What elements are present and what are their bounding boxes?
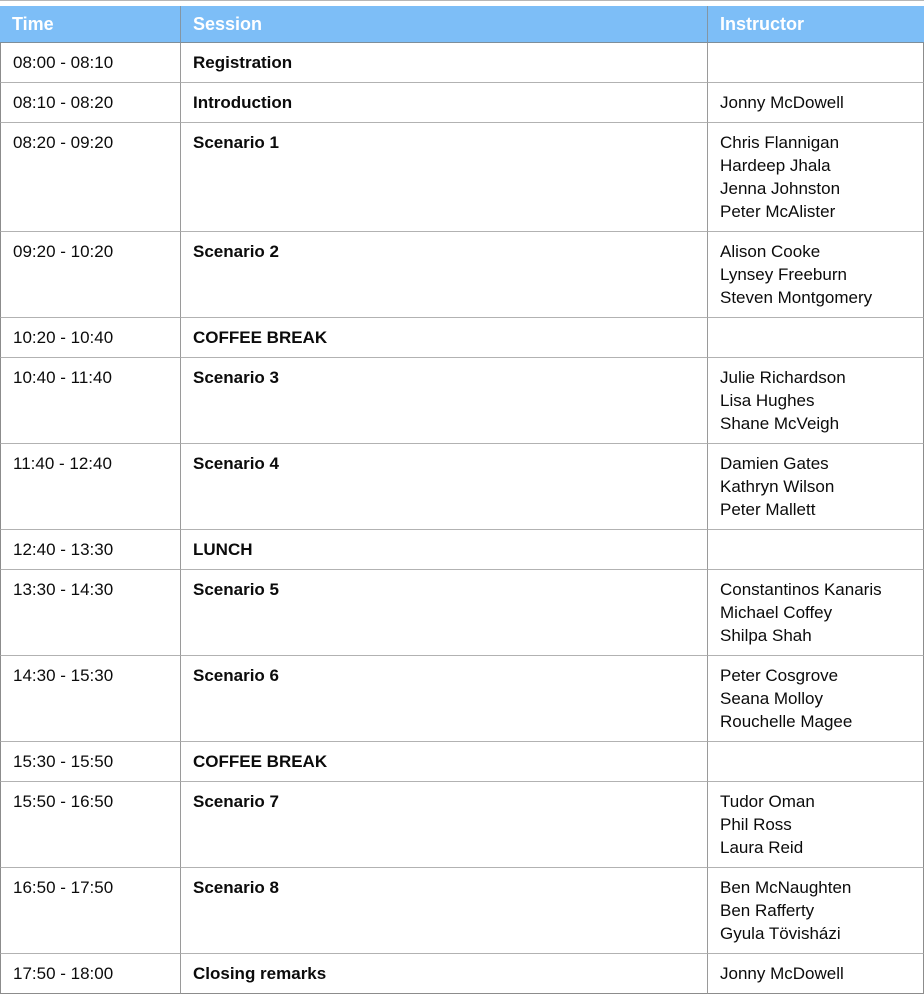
instructor-cell [707,782,924,868]
session-cell: LUNCH [180,530,707,570]
instructor-name: Michael Coffey [720,603,833,622]
instructor-name: Kathryn Wilson [720,477,835,496]
time-cell: 17:50 - 18:00 [0,954,180,994]
instructor-cell [707,43,924,83]
instructor-name: Constantinos Kanaris [720,580,882,599]
instructor-name: Alison Cooke [720,242,821,261]
instructor-name: Laura Reid [720,838,804,857]
session-cell: Scenario 7 [180,782,707,868]
time-cell: 08:00 - 08:10 [0,43,180,83]
instructor-cell [707,656,924,742]
instructor-name: Gyula Tövisházi [720,924,841,943]
time-cell: 12:40 - 13:30 [0,530,180,570]
time-cell: 14:30 - 15:30 [0,656,180,742]
instructor-cell [707,954,924,994]
session-cell: Introduction [180,83,707,123]
instructor-name: Damien Gates [720,454,829,473]
instructor-name: Rouchelle Magee [720,712,853,731]
instructor-cell [707,742,924,782]
instructor-name: Jonny McDowell [720,93,844,112]
instructor-name: Jenna Johnston [720,179,841,198]
header-row [0,6,924,43]
instructor-cell [707,318,924,358]
table-row [0,782,924,868]
session-cell: COFFEE BREAK [180,742,707,782]
instructor-name: Steven Montgomery [720,288,873,307]
table-row [0,318,924,358]
instructor-cell [707,444,924,530]
session-cell: Scenario 5 [180,570,707,656]
time-cell: 11:40 - 12:40 [0,444,180,530]
instructor-cell [707,123,924,232]
schedule-table [0,6,924,994]
table-row [0,954,924,994]
instructor-cell [707,530,924,570]
instructor-name: Peter McAlister [720,202,836,221]
instructor-name: Shane McVeigh [720,414,840,433]
table-row [0,43,924,83]
instructor-name: Tudor Oman [720,792,815,811]
instructor-cell [707,232,924,318]
instructor-name: Shilpa Shah [720,626,812,645]
table-row [0,232,924,318]
instructor-name: Seana Molloy [720,689,824,708]
table-row [0,123,924,232]
instructor-cell [707,868,924,954]
time-cell: 08:10 - 08:20 [0,83,180,123]
table-row [0,530,924,570]
instructor-cell [707,358,924,444]
table-row [0,83,924,123]
session-cell: Registration [180,43,707,83]
instructor-name: Peter Cosgrove [720,666,839,685]
instructor-name: Ben McNaughten [720,878,852,897]
time-cell: 15:50 - 16:50 [0,782,180,868]
column-header-instructor: Instructor [707,6,924,43]
instructor-name: Peter Mallett [720,500,816,519]
column-header-session: Session [180,6,707,43]
instructor-name: Hardeep Jhala [720,156,831,175]
instructor-cell [707,570,924,656]
table-row [0,868,924,954]
instructor-name: Lynsey Freeburn [720,265,847,284]
instructor-name: Phil Ross [720,815,792,834]
column-header-time: Time [0,6,180,43]
table-row [0,570,924,656]
table-row [0,358,924,444]
instructor-cell [707,83,924,123]
session-cell: Scenario 3 [180,358,707,444]
session-cell: COFFEE BREAK [180,318,707,358]
session-cell: Scenario 1 [180,123,707,232]
session-cell: Closing remarks [180,954,707,994]
time-cell: 13:30 - 14:30 [0,570,180,656]
session-cell: Scenario 8 [180,868,707,954]
time-cell: 16:50 - 17:50 [0,868,180,954]
time-cell: 09:20 - 10:20 [0,232,180,318]
time-cell: 08:20 - 09:20 [0,123,180,232]
instructor-name: Julie Richardson [720,368,846,387]
session-cell: Scenario 4 [180,444,707,530]
instructor-name: Lisa Hughes [720,391,815,410]
table-row [0,444,924,530]
table-row [0,656,924,742]
table-row [0,742,924,782]
instructor-name: Chris Flannigan [720,133,840,152]
session-cell: Scenario 6 [180,656,707,742]
schedule-table-body [0,43,924,994]
instructor-name: Jonny McDowell [720,964,844,983]
session-cell: Scenario 2 [180,232,707,318]
instructor-name: Ben Rafferty [720,901,815,920]
table-top-border [0,0,924,1]
time-cell: 10:40 - 11:40 [0,358,180,444]
time-cell: 10:20 - 10:40 [0,318,180,358]
time-cell: 15:30 - 15:50 [0,742,180,782]
